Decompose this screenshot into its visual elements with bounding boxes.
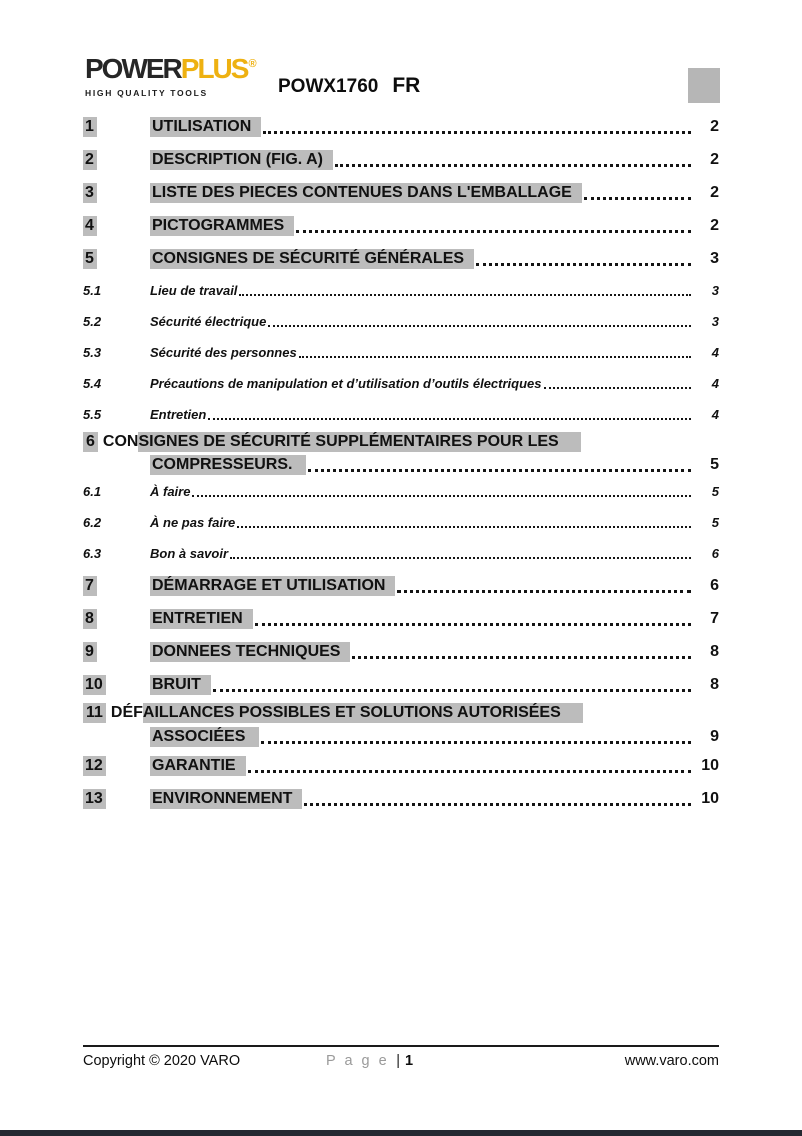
toc-page-number: 2: [710, 216, 719, 234]
toc-page-number: 4: [711, 345, 719, 360]
toc-entry-5-2[interactable]: [83, 306, 719, 337]
dot-leader: [213, 689, 691, 692]
toc-entry-title: ENTRETIEN: [150, 609, 253, 629]
dot-leader: [584, 197, 691, 200]
logo-word-plus: PLUS: [180, 53, 248, 84]
toc-page-number: 10: [701, 756, 719, 774]
toc-entry-7[interactable]: [83, 569, 719, 602]
document-language: FR: [392, 74, 421, 97]
toc-page-number: 7: [710, 609, 719, 627]
dot-leader: [268, 325, 691, 327]
toc-entry-number: 12: [83, 756, 106, 776]
toc-entry-title: GARANTIE: [150, 756, 246, 776]
toc-entry-number: 4: [83, 216, 97, 236]
toc-entry-number: 6.1: [83, 484, 102, 499]
toc-entry-title-line2: ASSOCIÉES: [150, 727, 259, 747]
toc-entry-2[interactable]: [83, 143, 719, 176]
toc-page-number: 8: [710, 675, 719, 693]
toc-page-number: 5: [710, 455, 719, 473]
toc-entry-10[interactable]: [83, 668, 719, 701]
footer-divider: [83, 1045, 719, 1047]
footer-page-number: 1: [404, 1053, 414, 1069]
toc-entry-number: 6.2: [83, 515, 102, 530]
logo-wordmark: [85, 53, 257, 87]
toc-entry-number: 10: [83, 675, 106, 695]
toc-entry-title: PICTOGRAMMES: [150, 216, 294, 236]
toc-entry-title: Entretien: [150, 407, 207, 422]
toc-page-number: 2: [710, 117, 719, 135]
dot-leader: [263, 131, 691, 134]
toc-entry-number: 6: [83, 432, 98, 452]
table-of-contents: [83, 110, 719, 815]
dot-leader: [255, 623, 691, 626]
toc-entry-title: Précautions de manipulation et d’utilisation d’outils électriques: [150, 376, 542, 391]
toc-entry-number: 5: [83, 249, 97, 269]
toc-entry-number: 7: [83, 576, 97, 596]
toc-entry-title: À ne pas faire: [150, 515, 236, 530]
toc-entry-5[interactable]: [83, 242, 719, 275]
toc-entry-5-3[interactable]: [83, 337, 719, 368]
toc-entry-number: 2: [83, 150, 97, 170]
registered-mark-icon: ®: [248, 58, 257, 70]
toc-entry-12[interactable]: [83, 749, 719, 782]
toc-page-number: 3: [710, 249, 719, 267]
toc-entry-title: Lieu de travail: [150, 283, 238, 298]
toc-page-number: 4: [711, 407, 719, 422]
dot-leader: [304, 803, 691, 806]
toc-entry-11[interactable]: [83, 701, 719, 749]
toc-entry-6-1[interactable]: [83, 476, 719, 507]
toc-entry-title: À faire: [150, 484, 191, 499]
toc-entry-3[interactable]: [83, 176, 719, 209]
toc-page-number: 10: [701, 789, 719, 807]
toc-page-number: 3: [711, 314, 719, 329]
header-placeholder-box: [688, 68, 720, 103]
toc-page-number: 6: [711, 546, 719, 561]
footer-page-indicator: [326, 1053, 413, 1069]
toc-page-number: 9: [710, 728, 719, 745]
dot-leader: [352, 656, 691, 659]
toc-entry-9[interactable]: [83, 635, 719, 668]
toc-entry-number: 5.1: [83, 283, 102, 298]
toc-entry-6[interactable]: [83, 430, 719, 476]
toc-entry-number: 3: [83, 183, 97, 203]
logo-tagline: HIGH QUALITY TOOLS: [85, 88, 208, 98]
toc-entry-title-plain: CON: [102, 432, 139, 450]
toc-entry-number: 13: [83, 789, 106, 809]
toc-page-number: 3: [711, 283, 719, 298]
toc-entry-6-3[interactable]: [83, 538, 719, 569]
dot-leader: [296, 230, 691, 233]
dot-leader: [237, 526, 691, 528]
toc-page-number: 4: [711, 376, 719, 391]
document-code: POWX1760: [278, 76, 379, 97]
toc-entry-title: CONSIGNES DE SÉCURITÉ GÉNÉRALES: [150, 249, 474, 269]
toc-entry-title: DÉMARRAGE ET UTILISATION: [150, 576, 395, 596]
dot-leader: [476, 263, 691, 266]
footer-page-word: P a g e: [326, 1053, 390, 1069]
toc-entry-number: 5.2: [83, 314, 102, 329]
toc-entry-title: SIGNES DE SÉCURITÉ SUPPLÉMENTAIRES POUR LES: [138, 432, 580, 452]
toc-entry-number: 5.3: [83, 345, 102, 360]
dot-leader: [248, 770, 691, 773]
toc-entry-title-line2: COMPRESSEURS.: [150, 455, 306, 475]
toc-entry-title: Sécurité des personnes: [150, 345, 297, 360]
footer-page-separator: |: [396, 1053, 400, 1069]
dot-leader: [230, 557, 691, 559]
document-title: [278, 74, 420, 98]
toc-page-number: 6: [710, 576, 719, 594]
toc-entry-number: 8: [83, 609, 97, 629]
toc-entry-number: 1: [83, 117, 97, 137]
toc-page-number: 8: [710, 642, 719, 660]
dot-leader: [261, 741, 691, 744]
dot-leader: [239, 294, 691, 296]
toc-entry-title: Bon à savoir: [150, 546, 229, 561]
toc-entry-title-plain: DÉF: [110, 704, 143, 721]
dot-leader: [308, 469, 691, 472]
dot-leader: [544, 387, 691, 389]
dot-leader: [397, 590, 691, 593]
toc-entry-number: 6.3: [83, 546, 102, 561]
toc-entry-title: ENVIRONNEMENT: [150, 789, 302, 809]
toc-entry-title: BRUIT: [150, 675, 211, 695]
dot-leader: [335, 164, 691, 167]
toc-entry-title: Sécurité électrique: [150, 314, 267, 329]
toc-page-number: 2: [710, 150, 719, 168]
toc-page-number: 5: [711, 484, 719, 499]
toc-entry-title: AILLANCES POSSIBLES ET SOLUTIONS AUTORISÉES: [143, 703, 583, 723]
powerplus-logo: [85, 53, 257, 98]
toc-page-number: 5: [711, 515, 719, 530]
toc-entry-1[interactable]: [83, 110, 719, 143]
bottom-page-edge-bar: [0, 1130, 802, 1136]
dot-leader: [299, 356, 691, 358]
toc-entry-4[interactable]: [83, 209, 719, 242]
footer-copyright: Copyright © 2020 VARO: [83, 1053, 241, 1069]
toc-entry-title: LISTE DES PIECES CONTENUES DANS L'EMBALLAGE: [150, 183, 582, 203]
toc-entry-5-5[interactable]: [83, 399, 719, 430]
toc-entry-5-4[interactable]: [83, 368, 719, 399]
toc-page-number: 2: [710, 183, 719, 201]
toc-entry-number: 9: [83, 642, 97, 662]
toc-entry-8[interactable]: [83, 602, 719, 635]
toc-entry-5-1[interactable]: [83, 275, 719, 306]
toc-entry-number: 11: [83, 703, 106, 723]
logo-word-power: POWER: [85, 53, 181, 84]
footer-website: www.varo.com: [624, 1053, 719, 1069]
toc-entry-title: DONNEES TECHNIQUES: [150, 642, 350, 662]
toc-entry-title: DESCRIPTION (FIG. A): [150, 150, 333, 170]
toc-entry-13[interactable]: [83, 782, 719, 815]
dot-leader: [208, 418, 691, 420]
toc-entry-number: 5.4: [83, 376, 102, 391]
toc-entry-title: UTILISATION: [150, 117, 261, 137]
toc-entry-number: 5.5: [83, 407, 102, 422]
toc-entry-6-2[interactable]: [83, 507, 719, 538]
dot-leader: [192, 495, 691, 497]
